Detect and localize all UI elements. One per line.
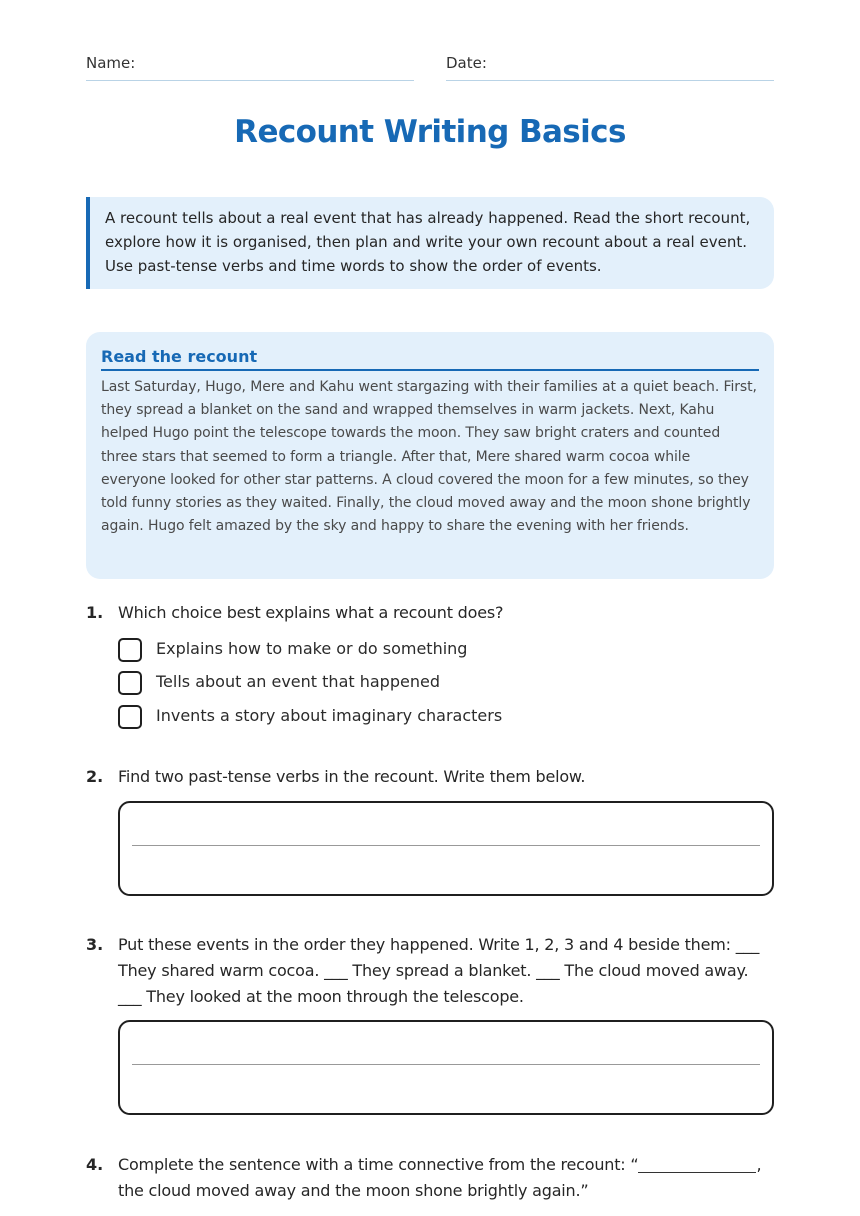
checkbox[interactable] xyxy=(118,638,142,662)
question-text xyxy=(118,1152,768,1204)
question-text: Which choice best explains what a recount does? xyxy=(118,603,504,622)
option-label: Explains how to make or do something xyxy=(156,639,468,658)
option-label: Tells about an event that happened xyxy=(156,672,440,691)
fill-in-blank[interactable] xyxy=(638,1154,756,1173)
option-label: Invents a story about imaginary characters xyxy=(156,706,503,725)
name-label: Name: xyxy=(86,54,136,72)
answer-box-3[interactable] xyxy=(118,1020,774,1115)
intro-box: A recount tells about a real event that has already happened. Read the short recount, explore how it is organised, then plan and write your own recount about a real event. Use past-tense verbs and time words to show the order of events. xyxy=(86,197,774,289)
question-text-before: Complete the sentence with a time connective from the recount: “ xyxy=(118,1155,639,1174)
question-number: 3. xyxy=(86,935,104,954)
passage-text: Last Saturday, Hugo, Mere and Kahu went stargazing with their families at a quiet beach. First, they spread a blanket on the sand and wrapped themselves in warm jackets. Next, Kahu helped Hugo point the telescope towards the moon. They saw bright craters and counted three stars that seemed to form a triangle. After that, Mere shared warm cocoa while everyone looked for other star patterns. A cloud covered the moon for a few minutes, so they told funny stories as they waited. Finally, the cloud moved away and the moon shone brightly again. Hugo felt amazed by the sky and happy to share the evening with her friends. xyxy=(101,379,757,535)
answer-box-2[interactable] xyxy=(118,801,774,896)
answer-line xyxy=(132,1064,760,1065)
passage-title: Read the recount xyxy=(101,347,759,371)
passage-box xyxy=(86,332,774,579)
question-text: Find two past-tense verbs in the recount. Write them below. xyxy=(118,767,586,786)
answer-line xyxy=(132,845,760,846)
header xyxy=(86,54,774,80)
question-number: 1. xyxy=(86,603,104,622)
question-number: 2. xyxy=(86,767,104,786)
page-title: Recount Writing Basics xyxy=(234,114,626,150)
checkbox[interactable] xyxy=(118,705,142,729)
checkbox[interactable] xyxy=(118,671,142,695)
question-text-after: , the cloud moved away and the moon shone brightly again.” xyxy=(118,1155,762,1200)
name-field[interactable] xyxy=(86,54,414,81)
date-field[interactable] xyxy=(446,54,774,81)
date-label: Date: xyxy=(446,54,487,72)
question-text: Put these events in the order they happened. Write 1, 2, 3 and 4 beside them: ___ They shared warm cocoa. ___ They spread a blanket. ___ The cloud moved away. ___ They looked at the moon through the telescope. xyxy=(118,935,760,1006)
question-number: 4. xyxy=(86,1155,104,1174)
